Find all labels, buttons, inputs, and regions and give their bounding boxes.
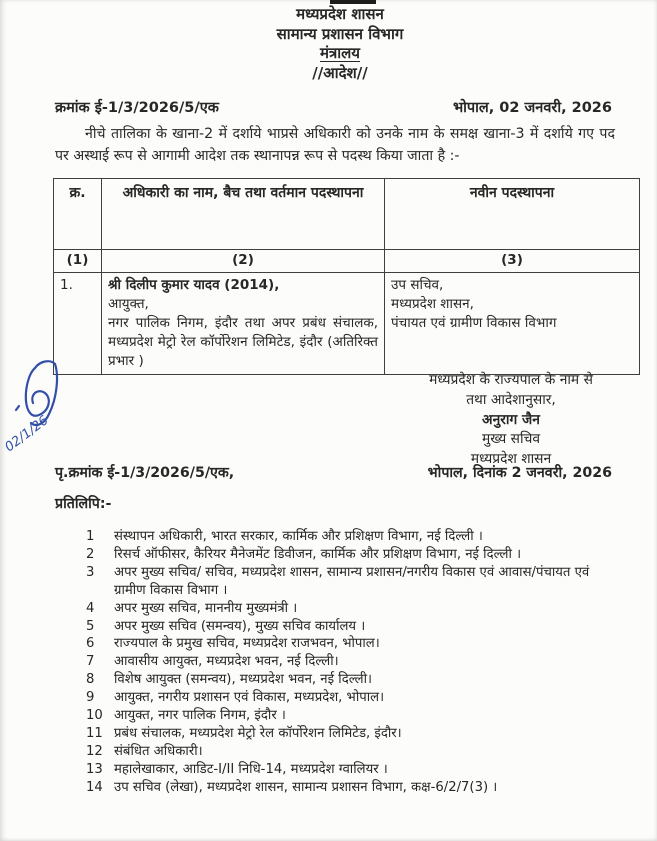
signatory-name: अनुराग जैन [482,411,540,428]
list-item [86,779,614,797]
new-posting-line: मध्यप्रदेश शासन, [391,296,474,312]
handwritten-date: 02/1/26 [2,413,52,456]
list-item-number: 12 [86,743,103,759]
signatory-designation: मुख्य सचिव [481,431,541,448]
col-num-1: (1) [54,250,102,273]
letterhead-government: मध्यप्रदेश शासन [296,5,384,23]
list-item-text: अपर मुख्य सचिव (समन्वय), मुख्य सचिव कार्यालय । [114,618,366,634]
list-item-text: विशेष आयुक्त (समन्वय), मध्यप्रदेश भवन, नई दिल्ली। [114,672,372,688]
list-item-text: आवासीय आयुक्त, मध्यप्रदेश भवन, नई दिल्ली। [114,654,339,670]
list-item-number: 10 [86,708,103,724]
list-item-text: रिसर्च ऑफीसर, कैरियर मैनेजमेंट डिवीजन, कार्मिक और प्रशिक्षण विभाग, नई दिल्ली । [114,546,522,562]
list-item-number: 14 [86,779,103,795]
list-item [86,707,614,725]
list-item [86,564,614,600]
cell-officer-details [102,273,385,375]
list-item [86,618,614,636]
officer-current-posting: नगर पालिक निगम, इंदौर तथा अपर प्रबंध संचालक, मध्यप्रदेश मेट्रो रेल कॉर्पोरेशन लिमिटेड, इंदौर (अतिरिक्त प्रभार ) [108,315,378,369]
list-item-number: 13 [86,761,103,777]
list-item [86,546,614,564]
list-item-text: संबंधित अधिकारी। [114,743,203,759]
list-item-text: उप सचिव (लेखा), मध्यप्रदेश शासन, सामान्य प्रशासन विभाग, कक्ष-6/2/7(3) । [114,779,498,795]
new-posting-line: उप सचिव, [391,277,444,293]
list-item [86,743,614,761]
list-item [86,600,614,618]
scan-artifact-bar [330,0,376,4]
list-item [86,635,614,653]
list-item-text: अपर मुख्य सचिव/ सचिव, मध्यप्रदेश शासन, सामान्य प्रशासन/नगरीय विकास एवं आवास/पंचायत एवं ग्रामीण विकास विभाग । [114,564,590,598]
list-item-text: आयुक्त, नगरीय प्रशासन एवं विकास, मध्यप्रदेश, भोपाल। [114,690,385,706]
letterhead-order-title: //आदेश// [312,63,368,82]
list-item-number: 9 [86,690,95,706]
list-item-text: महालेखाकार, आडिट-I/II निधि-14, मध्यप्रदेश ग्वालियर । [114,761,388,777]
officer-designation: आयुक्त, [108,296,149,312]
list-item [86,761,614,779]
signature-block [408,371,614,470]
list-item-number: 7 [86,654,95,670]
list-item [86,689,614,707]
list-item-number: 2 [86,546,95,562]
cell-new-posting [385,273,640,375]
officer-name: श्री दिलीप कुमार यादव (2014), [108,277,280,293]
endorsement-number: पृ.क्रमांक ई-1/3/2026/5/एक, [55,465,235,481]
header-serial: क्र. [54,179,102,250]
order-number: क्रमांक ई-1/3/2026/5/एक [55,100,219,116]
letterhead-ministry: मंत्रालय [319,44,360,62]
col-num-3: (3) [385,250,640,273]
list-item-number: 1 [86,529,95,544]
order-intro-paragraph: नीचे तालिका के खाना-2 में दर्शाये भाप्रसे अधिकारी को उनके नाम के समक्ष खाना-3 में दर्शाये गए पद पर अस्थाई रूप से आगामी आदेश तक स्थानापन्न रूप से पदस्थ किया जाता है :- [55,126,615,164]
letterhead-department: सामान्य प्रशासन विभाग [276,24,404,43]
order-place-date: भोपाल, 02 जनवरी, 2026 [452,100,612,116]
list-item-text: राज्यपाल के प्रमुख सचिव, मध्यप्रदेश राजभवन, भोपाल। [114,636,380,652]
list-item-number: 5 [86,618,95,634]
list-item-number: 11 [86,725,103,741]
posting-table [53,178,640,375]
list-item-number: 8 [86,672,95,688]
list-item [86,725,614,743]
letterhead [0,5,657,83]
signature-order-line: तथा आदेशानुसार, [466,391,556,408]
endorsement-row [55,463,612,482]
list-item-number: 6 [86,636,95,652]
order-reference-row [55,97,612,117]
list-item-text: आयुक्त, नगर पालिक निगम, इंदौर । [114,708,286,724]
handwritten-signature [2,356,90,458]
col-num-2: (2) [102,250,385,273]
signatory-organisation: मध्यप्रदेश शासन [470,451,552,468]
cell-serial: 1. [54,273,102,375]
list-item-text: अपर मुख्य सचिव, माननीय मुख्यमंत्री । [114,600,298,616]
header-new-posting: नवीन पदस्थापना [385,179,640,250]
list-item-number: 3 [86,564,95,580]
copy-to-label: प्रतिलिपि:- [55,496,112,512]
table-header-row [54,179,640,250]
copy-distribution-list [86,528,614,797]
list-item-text: प्रबंध संचालक, मध्यप्रदेश मेट्रो रेल कॉर्पोरेशन लिमिटेड, इंदौर। [114,725,402,741]
list-item [86,653,614,671]
table-column-number-row [54,250,640,273]
list-item-text: संस्थापन अधिकारी, भारत सरकार, कार्मिक और प्रशिक्षण विभाग, नई दिल्ली । [114,529,483,544]
list-item [86,671,614,689]
header-officer: अधिकारी का नाम, बैच तथा वर्तमान पदस्थापना [102,179,385,250]
new-posting-line: पंचायत एवं ग्रामीण विकास विभाग [391,315,557,331]
signature-authority-line: मध्यप्रदेश के राज्यपाल के नाम से [429,372,593,388]
endorsement-place-date: भोपाल, दिनांक 2 जनवरी, 2026 [427,465,612,481]
list-item [86,528,614,546]
signature-flourish [16,361,57,425]
list-item-number: 4 [86,600,95,616]
table-row [54,273,640,375]
